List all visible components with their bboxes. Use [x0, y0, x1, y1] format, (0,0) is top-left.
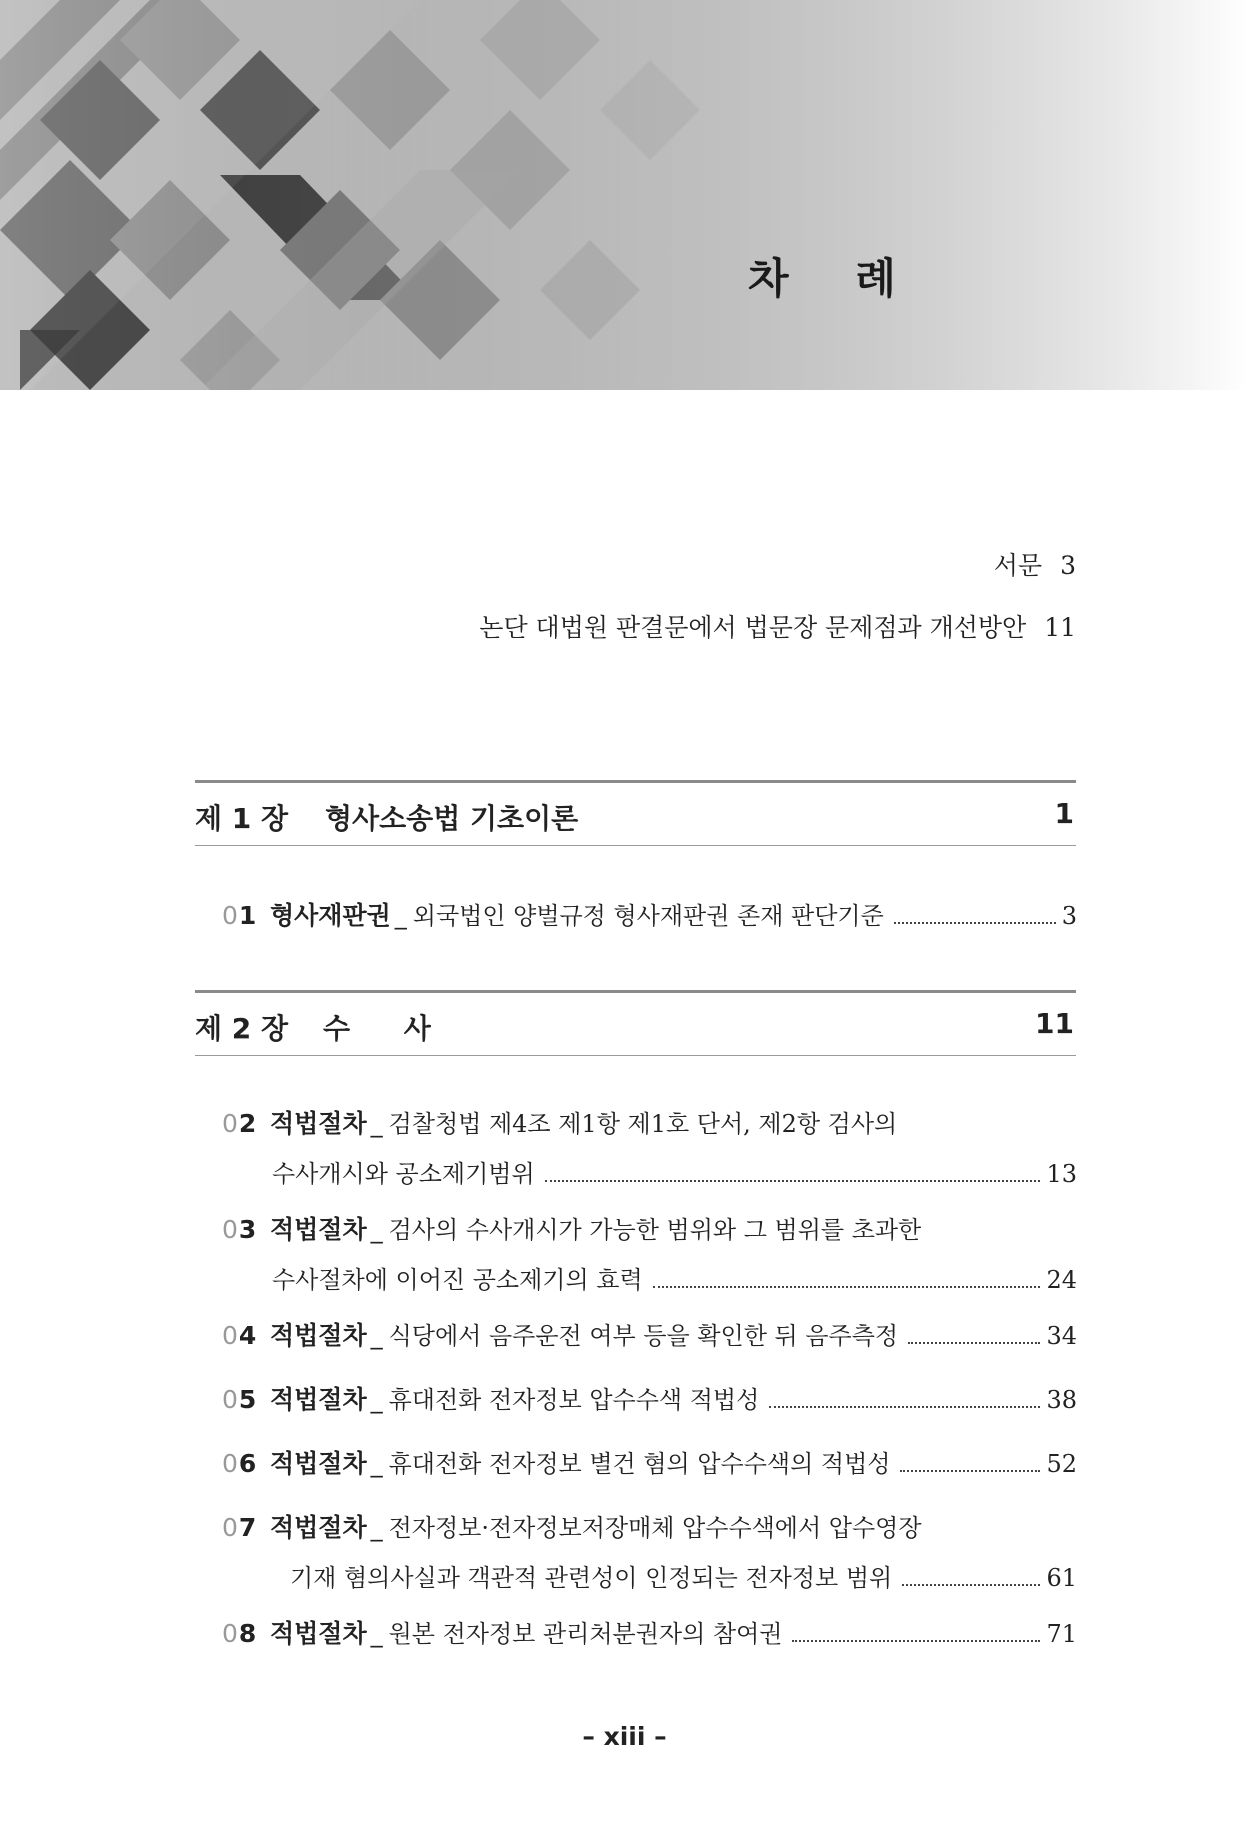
chapter-title: 수 사	[323, 1012, 453, 1045]
toc-entry[interactable]	[222, 1444, 1077, 1480]
front-matter-label: 논단 대법원 판결문에서 법문장 문제점과 개선방안	[479, 613, 1027, 642]
entry-number: 07	[222, 1513, 258, 1542]
toc-entry[interactable]	[222, 1614, 1077, 1650]
leader-dots	[769, 1406, 1040, 1408]
entry-title: 외국법인 양벌규정 형사재판권 존재 판단기준	[412, 902, 884, 930]
front-matter-essay[interactable]	[479, 608, 1076, 644]
entry-type: 적법절차	[270, 1109, 367, 1138]
entry-page: 38	[1046, 1386, 1077, 1414]
leader-dots	[792, 1640, 1040, 1642]
front-matter-page: 11	[1044, 613, 1076, 642]
toc-entry[interactable]	[222, 1104, 1077, 1190]
entry-separator: _	[370, 1450, 383, 1478]
entry-title: 휴대전화 전자정보 별건 혐의 압수수색의 적법성	[388, 1450, 891, 1478]
entry-page: 3	[1061, 902, 1077, 930]
entry-number: 06	[222, 1449, 258, 1478]
leader-dots	[908, 1342, 1040, 1344]
leader-dots	[894, 922, 1056, 924]
entry-number: 05	[222, 1385, 258, 1414]
entry-type: 적법절차	[270, 1215, 367, 1244]
entry-type: 적법절차	[270, 1449, 367, 1478]
page-number-footer: – xiii –	[582, 1722, 667, 1751]
leader-dots	[900, 1470, 1040, 1472]
page-title: 차 례	[748, 254, 922, 303]
chapter-page: 11	[1035, 1007, 1074, 1040]
entry-page: 52	[1046, 1450, 1077, 1478]
entry-page: 71	[1046, 1620, 1077, 1648]
chapter-label: 제 1 장	[195, 802, 289, 835]
entry-separator: _	[370, 1386, 383, 1414]
entry-type: 적법절차	[270, 1513, 367, 1542]
front-matter-preface[interactable]	[994, 546, 1076, 582]
entry-title-cont: 수사절차에 이어진 공소제기의 효력	[272, 1266, 643, 1294]
toc-entry[interactable]	[222, 1508, 1077, 1594]
front-matter-page: 3	[1060, 551, 1076, 580]
entry-title: 검사의 수사개시가 가능한 범위와 그 범위를 초과한	[388, 1216, 922, 1244]
entry-title-cont: 기재 혐의사실과 객관적 관련성이 인정되는 전자정보 범위	[290, 1564, 893, 1592]
entry-separator: _	[394, 902, 407, 930]
entry-title: 검찰청법 제4조 제1항 제1호 단서, 제2항 검사의	[388, 1110, 898, 1138]
toc-entry[interactable]	[222, 1380, 1077, 1416]
decorative-diamond-pattern	[0, 0, 1249, 390]
entry-separator: _	[370, 1216, 383, 1244]
entry-title: 전자정보·전자정보저장매체 압수수색에서 압수영장	[388, 1514, 922, 1542]
entry-page: 61	[1046, 1564, 1077, 1592]
leader-dots	[902, 1584, 1040, 1586]
chapter-label: 제 2 장	[195, 1012, 289, 1045]
leader-dots	[545, 1180, 1041, 1182]
chapter-title: 형사소송법 기초이론	[325, 802, 579, 835]
leader-dots	[653, 1286, 1041, 1288]
entry-page: 34	[1046, 1322, 1077, 1350]
entry-separator: _	[370, 1110, 383, 1138]
entry-separator: _	[370, 1620, 383, 1648]
chapter-heading-1[interactable]	[195, 780, 1076, 846]
front-matter-label: 서문	[993, 551, 1043, 580]
header-banner	[0, 0, 1249, 390]
toc-entry[interactable]	[222, 896, 1077, 932]
entry-type: 적법절차	[270, 1619, 367, 1648]
toc-entry[interactable]	[222, 1316, 1077, 1352]
entry-number: 01	[222, 901, 258, 930]
entry-type: 적법절차	[270, 1385, 367, 1414]
chapter-heading-2[interactable]	[195, 990, 1076, 1056]
entry-number: 03	[222, 1215, 258, 1244]
entry-separator: _	[370, 1322, 383, 1350]
entry-title: 휴대전화 전자정보 압수수색 적법성	[388, 1386, 760, 1414]
entry-page: 24	[1046, 1266, 1077, 1294]
entry-type: 적법절차	[270, 1321, 367, 1350]
entry-title: 식당에서 음주운전 여부 등을 확인한 뒤 음주측정	[388, 1322, 899, 1350]
entry-title-cont: 수사개시와 공소제기범위	[272, 1160, 535, 1188]
entry-type: 형사재판권	[270, 901, 391, 930]
entry-number: 04	[222, 1321, 258, 1350]
entry-title: 원본 전자정보 관리처분권자의 참여권	[388, 1620, 783, 1648]
entry-page: 13	[1046, 1160, 1077, 1188]
entry-separator: _	[370, 1514, 383, 1542]
chapter-page: 1	[1054, 797, 1074, 830]
entry-number: 08	[222, 1619, 258, 1648]
toc-entry[interactable]	[222, 1210, 1077, 1296]
entry-number: 02	[222, 1109, 258, 1138]
